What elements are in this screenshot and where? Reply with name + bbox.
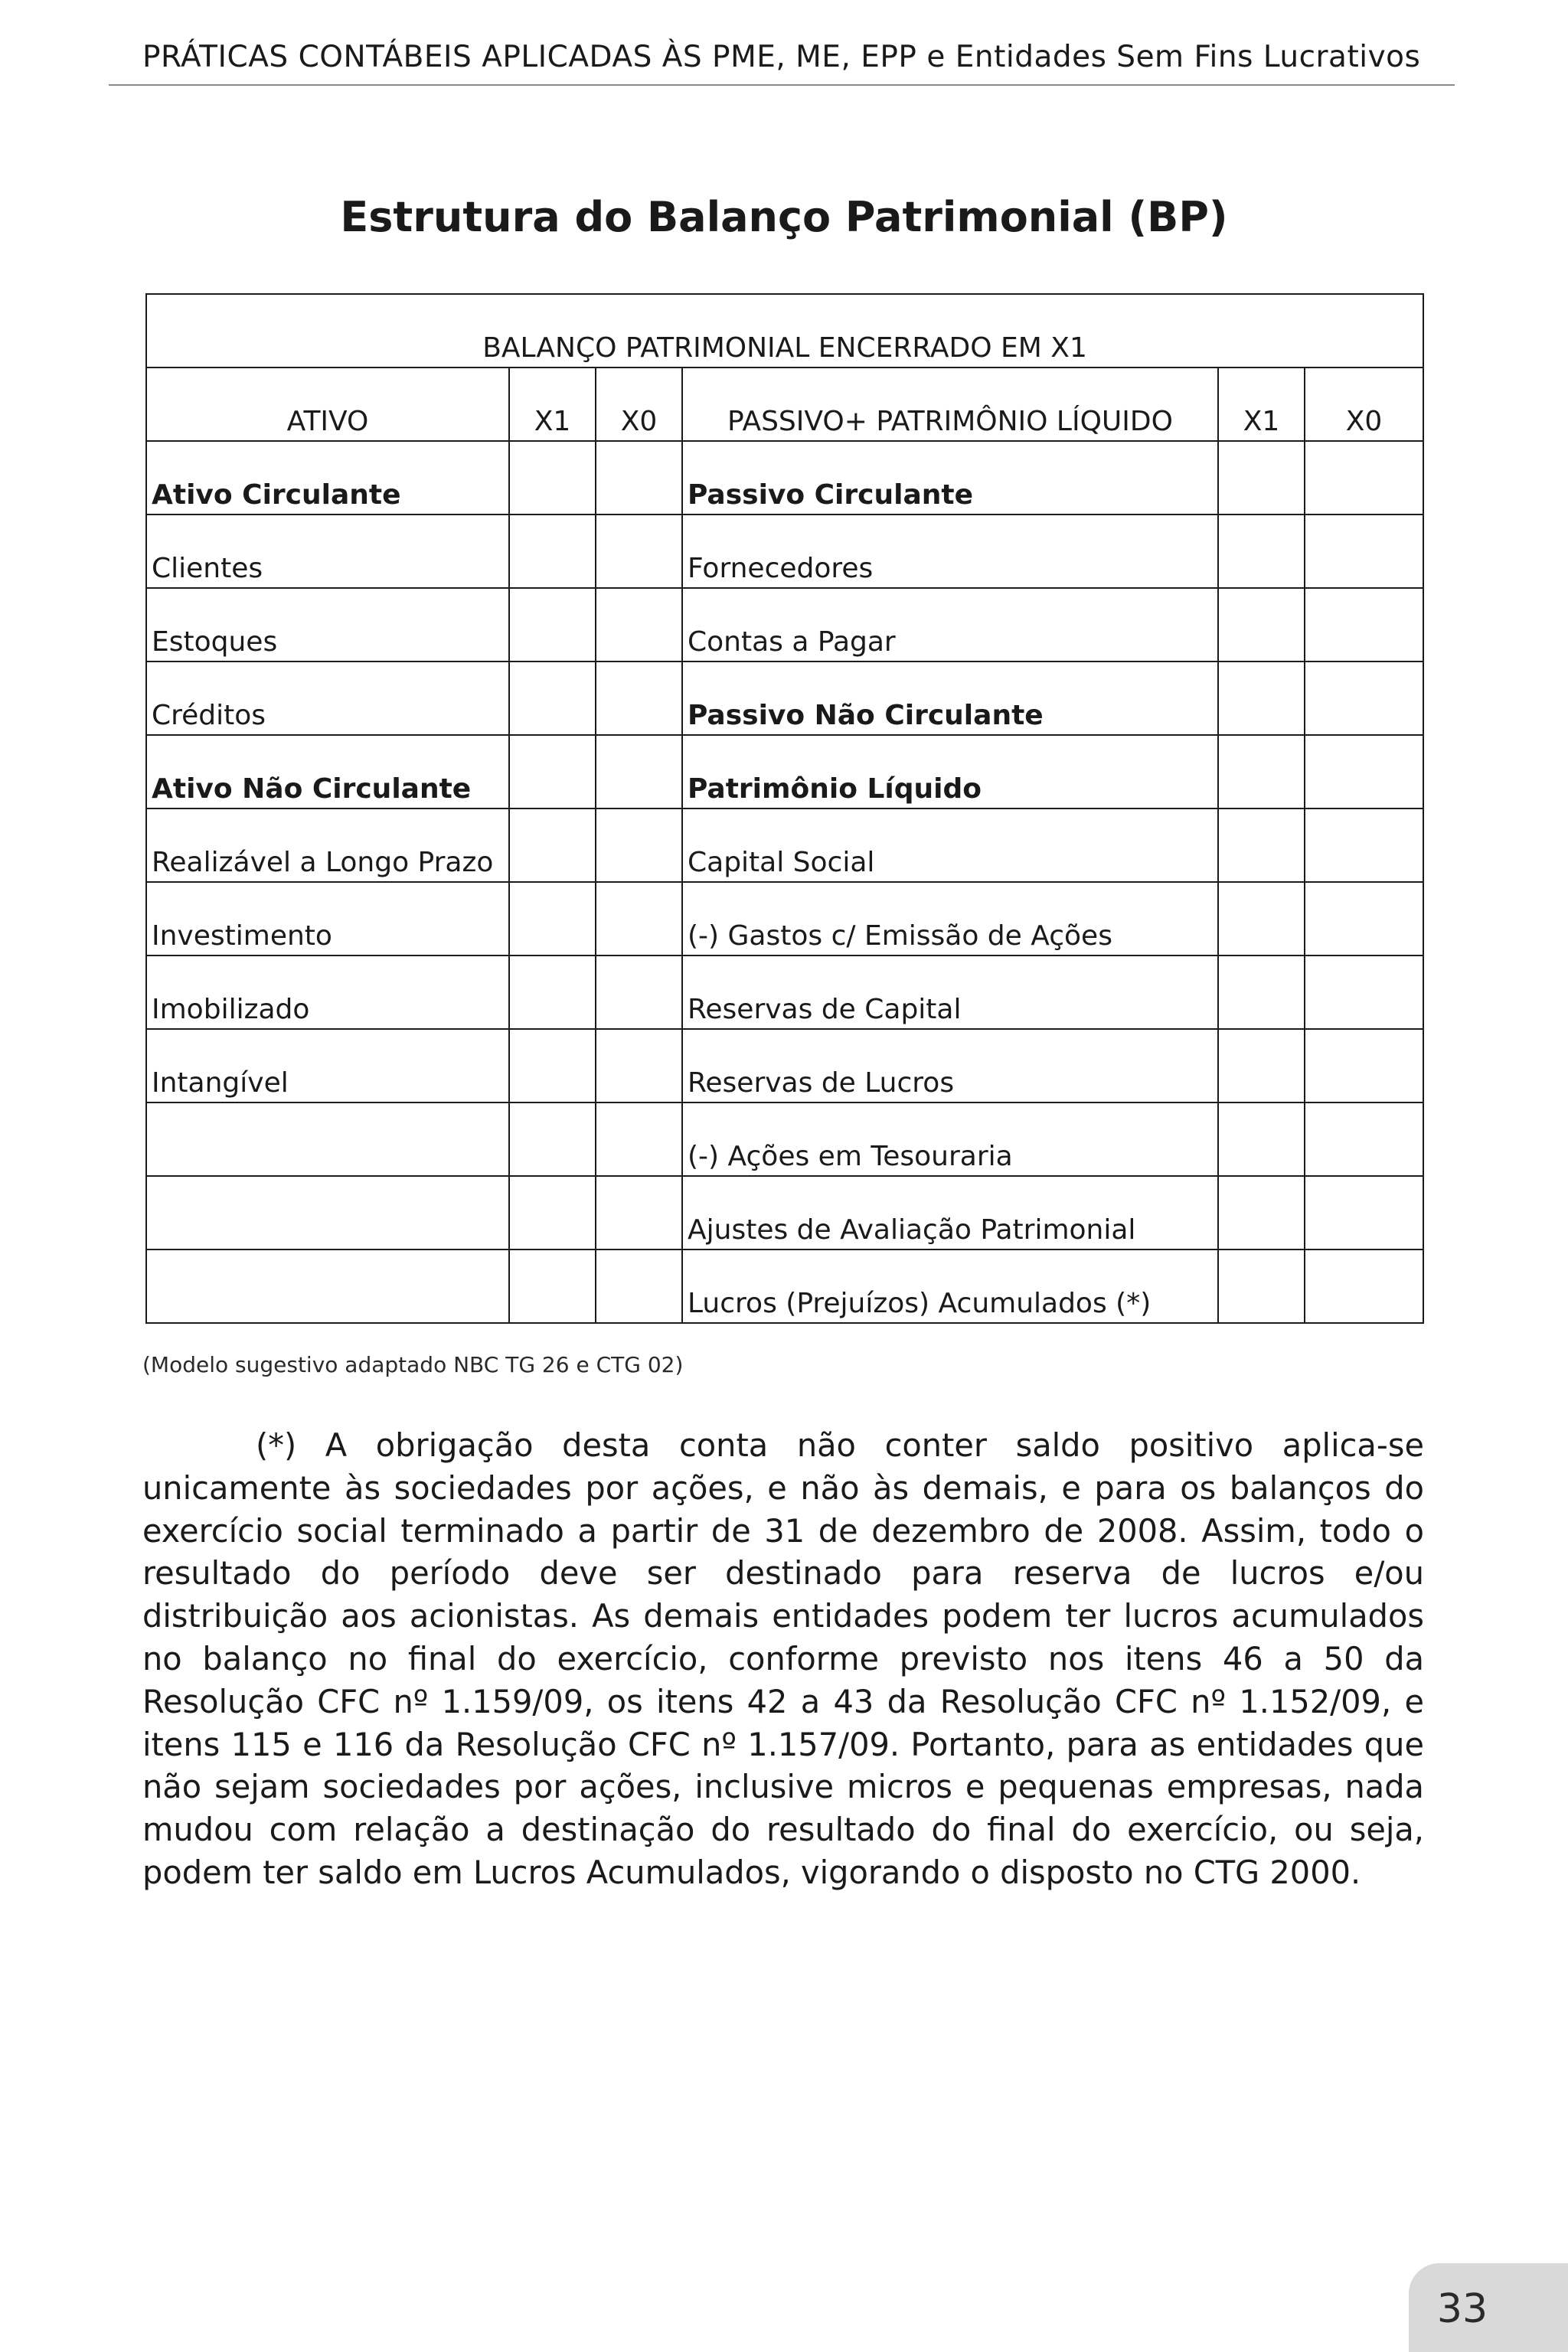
value-cell — [596, 514, 682, 588]
value-cell — [1305, 1102, 1423, 1176]
header-divider — [109, 84, 1455, 86]
running-header: PRÁTICAS CONTÁBEIS APLICADAS ÀS PME, ME, EPP e Entidades Sem Fins Lucrativos — [142, 40, 1421, 74]
table-row — [146, 1176, 1423, 1250]
table-row — [146, 956, 1423, 1029]
table-caption-cell: BALANÇO PATRIMONIAL ENCERRADO EM X1 — [146, 294, 1423, 368]
value-cell — [509, 588, 596, 662]
passivo-cell: Lucros (Prejuízos) Acumulados (*) — [682, 1250, 1218, 1323]
table-row — [146, 1102, 1423, 1176]
value-cell — [1218, 1102, 1305, 1176]
value-cell — [596, 808, 682, 882]
ativo-cell: Imobilizado — [146, 956, 509, 1029]
ativo-cell: Créditos — [146, 662, 509, 735]
value-cell — [1218, 1250, 1305, 1323]
passivo-cell: Passivo Circulante — [682, 441, 1218, 514]
ativo-cell: Clientes — [146, 514, 509, 588]
passivo-cell: Passivo Não Circulante — [682, 662, 1218, 735]
value-cell — [509, 1029, 596, 1102]
value-cell — [1305, 735, 1423, 808]
value-cell — [596, 441, 682, 514]
value-cell — [1305, 662, 1423, 735]
table-row — [146, 808, 1423, 882]
ativo-cell — [146, 1250, 509, 1323]
ativo-cell: Ativo Não Circulante — [146, 735, 509, 808]
value-cell — [1305, 441, 1423, 514]
passivo-cell: Patrimônio Líquido — [682, 735, 1218, 808]
passivo-cell: Capital Social — [682, 808, 1218, 882]
value-cell — [509, 514, 596, 588]
header-ativo-x0: X0 — [596, 368, 682, 441]
value-cell — [1305, 514, 1423, 588]
table-header-row — [146, 368, 1423, 441]
value-cell — [1218, 735, 1305, 808]
value-cell — [509, 735, 596, 808]
value-cell — [1305, 956, 1423, 1029]
value-cell — [1218, 1029, 1305, 1102]
value-cell — [596, 956, 682, 1029]
ativo-cell: Investimento — [146, 882, 509, 956]
passivo-cell: Contas a Pagar — [682, 588, 1218, 662]
table-row — [146, 1029, 1423, 1102]
footnote-paragraph — [142, 1424, 1424, 1894]
value-cell — [1305, 808, 1423, 882]
value-cell — [509, 441, 596, 514]
value-cell — [596, 735, 682, 808]
passivo-cell: Ajustes de Avaliação Patrimonial — [682, 1176, 1218, 1250]
table-row — [146, 735, 1423, 808]
value-cell — [1218, 1176, 1305, 1250]
page-number: 33 — [1436, 2286, 1488, 2332]
table-row — [146, 1250, 1423, 1323]
table-row — [146, 441, 1423, 514]
value-cell — [596, 662, 682, 735]
header-passivo-x0: X0 — [1305, 368, 1423, 441]
value-cell — [509, 956, 596, 1029]
passivo-cell: (-) Gastos c/ Emissão de Ações — [682, 882, 1218, 956]
value-cell — [596, 1176, 682, 1250]
table-caption-row — [146, 294, 1423, 368]
value-cell — [509, 1176, 596, 1250]
value-cell — [509, 1102, 596, 1176]
value-cell — [1305, 1029, 1423, 1102]
value-cell — [1218, 882, 1305, 956]
value-cell — [1218, 588, 1305, 662]
value-cell — [509, 808, 596, 882]
footnote-text: (*) A obrigação desta conta não conter saldo positivo aplica-se unicamente às sociedades por ações, e não às demais, e para os balanços do exercício social terminado a partir de 31 de dezembro de 2008. Assim, todo o resultado do período deve ser destinado para reserva de lucros e/ou distribuição aos acionistas. As demais entidades podem ter lucros acumulados no balanço no final do exercício, conforme previsto nos itens 46 a 50 da Resolução CFC nº 1.159/09, os itens 42 a 43 da Resolução CFC nº 1.152/09, e itens 115 e 116 da Resolução CFC nº 1.157/09. Portanto, para as entidades que não sejam sociedades por ações, inclusive micros e pequenas empresas, nada mudou com relação a destinação do resultado do final do exercício, ou seja, podem ter saldo em Lucros Acumulados, vigorando o disposto no CTG 2000. — [142, 1426, 1424, 1891]
header-ativo-x1: X1 — [509, 368, 596, 441]
passivo-cell: (-) Ações em Tesouraria — [682, 1102, 1218, 1176]
header-passivo: PASSIVO+ PATRIMÔNIO LÍQUIDO — [682, 368, 1218, 441]
ativo-cell: Realizável a Longo Prazo — [146, 808, 509, 882]
passivo-cell: Reservas de Capital — [682, 956, 1218, 1029]
value-cell — [596, 1102, 682, 1176]
ativo-cell: Ativo Circulante — [146, 441, 509, 514]
value-cell — [509, 662, 596, 735]
value-cell — [596, 882, 682, 956]
value-cell — [1305, 882, 1423, 956]
value-cell — [1218, 441, 1305, 514]
page-title: Estrutura do Balanço Patrimonial (BP) — [340, 193, 1228, 241]
table-source-caption: (Modelo sugestivo adaptado NBC TG 26 e CTG 02) — [142, 1352, 684, 1377]
value-cell — [1305, 588, 1423, 662]
balance-sheet-table — [145, 293, 1424, 1324]
value-cell — [596, 1029, 682, 1102]
table-row — [146, 662, 1423, 735]
value-cell — [1305, 1176, 1423, 1250]
value-cell — [1218, 956, 1305, 1029]
header-passivo-x1: X1 — [1218, 368, 1305, 441]
passivo-cell: Fornecedores — [682, 514, 1218, 588]
value-cell — [596, 588, 682, 662]
table-row — [146, 514, 1423, 588]
value-cell — [596, 1250, 682, 1323]
value-cell — [1305, 1250, 1423, 1323]
value-cell — [509, 1250, 596, 1323]
value-cell — [509, 882, 596, 956]
value-cell — [1218, 514, 1305, 588]
ativo-cell: Estoques — [146, 588, 509, 662]
ativo-cell: Intangível — [146, 1029, 509, 1102]
ativo-cell — [146, 1102, 509, 1176]
ativo-cell — [146, 1176, 509, 1250]
table-row — [146, 882, 1423, 956]
passivo-cell: Reservas de Lucros — [682, 1029, 1218, 1102]
value-cell — [1218, 808, 1305, 882]
header-ativo: ATIVO — [146, 368, 509, 441]
value-cell — [1218, 662, 1305, 735]
table-row — [146, 588, 1423, 662]
